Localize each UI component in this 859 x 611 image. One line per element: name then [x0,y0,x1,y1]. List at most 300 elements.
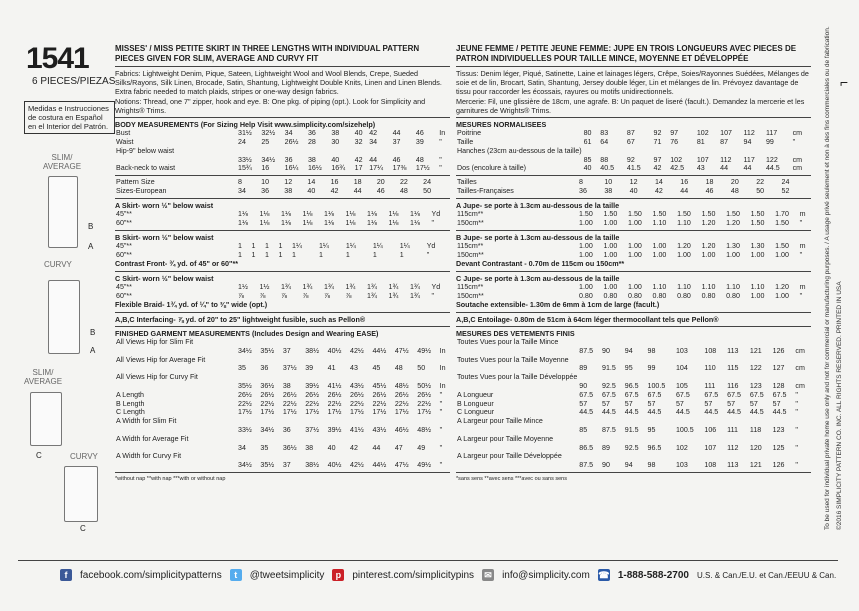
table-cell: 37 [282,461,291,470]
table-cell: 34 [284,129,293,138]
table-cell: 1 [238,241,242,250]
table-cell: 36 [284,155,293,164]
table-cell: 37 [282,346,291,355]
table-cell: 108 [704,461,717,470]
table-cell [726,338,749,347]
table-cell: 1¾ [302,282,313,291]
table-cell: 1.00 [603,250,618,259]
table-cell: 1.10 [701,282,716,291]
table-cell: Pattern Size [116,178,155,187]
table-cell: 94 [624,346,633,355]
table-cell: 40 [327,443,336,452]
table-cell: 38 [604,187,613,195]
table-cell: 44.5 [765,164,780,173]
table-cell [647,338,675,347]
table-cell: All Views Hip for Slim Fit [116,338,194,346]
table-cell: 1¾ [281,282,291,291]
table-cell [726,373,749,382]
table-cell: 48 [399,187,408,195]
table-cell: 76 [670,138,679,147]
table-cell: Tailles-Françaises [457,187,514,195]
table-cell: 87 [626,129,635,138]
table-cell [765,147,792,156]
table-cell [624,373,647,382]
phone-region-note: U.S. & Can./E.U. et Can./EEUU & Can. [697,570,837,580]
table-cell: 17 [354,164,363,173]
table-row [115,426,450,435]
table-cell [653,147,670,156]
table-cell: ⅞ [324,291,330,300]
table-row [456,444,811,453]
table-cell: " [795,390,798,399]
table-cell: 44.5 [772,408,787,417]
table-cell [438,147,450,156]
table-cell: " [795,461,798,470]
entoilage-text: A,B,C Entoilage- 0.80m de 51cm à 64cm léger thermocollant tels que Pellon® [456,314,719,324]
table-cell: 60"** [116,218,132,227]
table-row [115,147,450,156]
table-cell: 1⅛ [345,218,356,227]
table-row [456,283,811,292]
table-row [456,347,811,356]
table-row [115,461,450,470]
table-cell [371,417,393,426]
table-cell [726,417,749,426]
phone-number: 1-888-588-2700 [617,569,689,581]
table-row [456,338,811,347]
table-cell: 150cm** [457,218,484,227]
table-cell: 67.5 [704,390,719,399]
table-cell: " [439,138,442,147]
table-cell: 26½ [284,138,299,147]
table-cell: A Longueur [457,390,494,399]
table-row [115,338,450,347]
table-cell [794,356,811,365]
facebook-icon: f [60,569,72,581]
table-cell [439,338,450,347]
curvy-label: CURVY [44,260,72,269]
table-cell: 45"** [116,210,132,218]
table-cell: A Largeur pour Taille Moyenne [457,434,554,443]
table-cell: 37½ [305,425,320,434]
table-cell: 1.00 [652,250,667,259]
table-cell: 1⅛ [281,218,291,227]
skirt-a-yardage-table [115,210,450,228]
table-cell: 43 [696,164,705,173]
table-row [115,129,450,138]
table-cell: 8 [579,178,583,187]
table-cell: 22 [756,178,765,187]
table-cell: 1⅛ [324,210,334,218]
table-cell: 1.00 [579,250,593,259]
table-cell: cm [792,155,803,164]
table-cell [349,356,371,365]
table-cell: 0.80 [701,291,716,300]
table-cell: 33½ [238,425,252,434]
table-cell: 22½ [327,399,342,408]
table-cell: 42 [653,164,662,173]
interfacing-text: A,B,C Interfacing- ⅞ yd. of 20" to 25" lightweight fusible, such as Pellon® [115,314,366,324]
table-cell: 40.5 [600,164,615,173]
table-cell [327,452,349,461]
table-cell: 90 [579,381,588,390]
twitter-link[interactable]: @tweetsimplicity [249,569,325,581]
table-cell [792,147,811,156]
table-cell: In [439,381,446,390]
table-cell: 39½ [327,425,342,434]
table-cell [675,435,703,444]
table-cell [456,347,578,356]
table-cell [327,373,349,382]
table-cell: 35½ [260,346,275,355]
table-cell: 36 [579,187,587,195]
table-cell: 8 [238,178,242,187]
table-cell: 44½ [372,346,387,355]
table-cell [282,338,304,347]
body-measurements-title: BODY MEASUREMENTS (For Sizing Help Visit www.simplicity.com/sizehelp) [115,120,376,130]
table-cell: 44.5 [624,408,639,417]
skirt-sketch-slim-b [48,176,78,248]
table-cell: 40 [583,164,592,173]
table-cell: 52 [781,187,790,195]
table-cell [794,452,811,461]
table-cell: 44.5 [579,408,594,417]
table-cell: 1.50 [750,210,765,218]
table-cell: 57 [772,399,781,408]
table-cell: 1¾ [388,291,399,300]
table-row [115,364,450,373]
table-cell [726,356,749,365]
table-cell [307,147,330,156]
view-c-label-2: C [80,524,86,533]
table-cell: 50 [423,187,432,195]
table-cell [284,147,307,156]
table-cell: 1.00 [750,291,765,300]
table-cell: 1.50 [579,210,593,218]
email-link[interactable]: info@simplicity.com [502,569,590,581]
table-cell: 17½ [394,408,409,417]
table-cell: A Largeur pour Taille Développée [457,452,562,461]
table-cell: 1.00 [603,282,618,291]
table-cell: 46½ [394,425,409,434]
table-cell [394,417,416,426]
table-cell: 1½ [238,282,248,291]
table-row [115,356,450,365]
table-cell: 115 [727,364,739,373]
table-cell: 15¾ [238,164,252,173]
table-cell: 44 [720,164,729,173]
table-cell: 48½ [417,425,432,434]
table-cell: 49½ [417,346,432,355]
table-cell: 17½ [282,408,297,417]
facebook-link[interactable]: facebook.com/simplicitypatterns [80,569,222,581]
table-row [456,452,811,461]
table-cell: Tailles [457,178,477,187]
table-cell: 1 [318,250,323,259]
table-cell: 22½ [372,399,387,408]
table-cell [749,338,772,347]
table-row [115,210,450,219]
table-cell: 89 [602,443,610,452]
table-cell [624,452,647,461]
table-cell: " [431,218,435,227]
table-cell: 44 [369,155,378,164]
table-cell: 46 [376,187,385,195]
table-cell [394,356,416,365]
jupe-b-title: B Jupe- se porte à 1.3cm au-dessous de la taille [456,232,620,242]
table-row [456,356,811,365]
table-cell: 36 [261,187,270,195]
table-cell: 1.00 [775,291,789,300]
table-row [115,373,450,382]
table-cell [259,373,281,382]
table-cell [394,435,416,444]
table-cell [371,356,393,365]
table-cell: 10 [604,178,613,187]
table-cell: 67.5 [727,390,741,399]
table-row [456,400,811,409]
table-cell: Toutes Vues pour la Taille Moyenne [457,355,569,364]
table-cell: 57 [624,399,633,408]
body-measurements-table [115,129,450,173]
table-cell [115,444,237,453]
table-cell [456,364,578,373]
table-cell [259,356,281,365]
table-cell [416,417,438,426]
table-row [115,251,450,260]
pinterest-link[interactable]: pinterest.com/simplicitypins [352,569,475,581]
table-row [115,178,450,187]
table-cell: 35 [260,443,269,452]
table-cell: 26½ [417,390,432,399]
table-cell [115,364,237,373]
table-cell: 1¼ [372,241,383,250]
table-cell: C Length [116,408,145,417]
english-footnote: *without nap **with nap ***with or without nap [115,475,226,482]
table-cell: 1⅛ [302,218,313,227]
table-cell: 36½ [282,443,297,452]
table-cell [237,417,259,426]
table-cell: 112 [727,443,739,452]
spanish-instructions-box: Medidas e Instrucciones de costura en Español en el Interior del Patrón. [24,101,115,134]
table-cell: " [426,250,430,259]
table-cell: 12 [284,178,293,187]
table-cell: 1⅛ [238,218,248,227]
mesures-title: MESURES NORMALISEES [456,120,547,130]
table-cell: 44 [353,187,362,195]
table-cell [647,435,675,444]
table-row [115,164,450,173]
table-cell: 42½ [350,346,364,355]
table-cell: 14 [307,178,316,187]
table-cell: 34½ [238,346,252,355]
table-cell: 1¼ [292,241,302,250]
table-cell: 1⅛ [324,218,334,227]
table-cell: 1.50 [775,241,789,250]
table-cell: 1.30 [726,241,740,250]
table-cell: 0.80 [603,291,618,300]
table-cell: Back-neck to waist [116,164,176,173]
table-cell: 127 [772,364,785,373]
table-row [456,156,811,165]
table-row [115,444,450,453]
skirt-b-title: B Skirt- worn ½" below waist [115,232,214,242]
table-cell: 150cm** [457,250,484,259]
table-cell: 22½ [282,399,297,408]
table-cell: 44.5 [704,408,719,417]
table-cell [371,338,393,347]
table-row [115,187,450,196]
table-cell: " [792,138,796,147]
table-cell [282,373,304,382]
table-cell: 40 [331,155,340,164]
table-cell: 1 [345,250,350,259]
table-cell: 48 [730,187,739,195]
table-cell: All Views Hip for Average Fit [116,355,206,364]
skirt-c-yardage-table [115,283,450,301]
mesures-table [456,129,811,173]
table-cell: 67.5 [675,390,690,399]
notions-text: Notions: Thread, one 7" zipper, hook and eye. B: One pkg. of piping (opt.). Look for Simplicity and Wrights® Trims. [115,96,426,115]
table-cell [416,338,438,347]
table-cell: 17⅜ [392,164,407,173]
table-cell: 1 [265,250,269,259]
table-cell: 10 [261,178,270,187]
table-cell [327,417,349,426]
table-cell [115,461,237,470]
jupe-c-table [456,283,811,301]
table-cell: 24 [423,178,432,187]
table-cell: 60"** [116,250,132,259]
table-cell: B Longueur [457,399,494,408]
table-cell: " [799,218,803,227]
table-cell: 67.5 [624,390,639,399]
table-cell [772,373,795,382]
table-cell: 1¼ [345,241,356,250]
table-cell: 92.5 [602,381,616,390]
table-cell: 107 [720,129,733,138]
table-cell: 1¾ [388,282,399,291]
table-cell: 16 [680,178,689,187]
table-cell: 44 [680,187,689,195]
table-cell: 118 [749,425,762,434]
table-cell: 18 [353,178,362,187]
table-cell: 67.5 [579,390,594,399]
table-row [456,242,811,251]
table-cell [439,417,450,426]
table-cell: 57 [579,399,588,408]
table-cell: 94 [743,138,752,147]
curvy-label-2: CURVY [70,452,98,461]
table-cell: 91.5 [602,364,616,373]
table-cell: 103 [675,346,688,355]
table-cell [394,373,416,382]
table-cell: " [795,399,798,408]
table-cell: 1.00 [603,241,618,250]
table-cell [439,435,450,444]
table-cell [624,435,647,444]
table-cell: 44½ [372,461,387,470]
table-cell: 41 [327,364,336,373]
table-cell [749,435,772,444]
table-cell: 103 [675,461,688,470]
table-cell: " [439,408,443,417]
table-cell: 38½ [305,346,320,355]
pinterest-icon: p [332,569,344,581]
table-cell: 0.80 [652,291,667,300]
table-cell: ⅞ [281,291,287,300]
table-cell [772,452,795,461]
table-cell: " [799,250,803,259]
table-cell: " [439,164,442,173]
table-cell: 1.00 [579,218,593,227]
table-cell: 1¼ [318,241,329,250]
table-cell: 40 [307,187,316,195]
table-row [456,138,811,147]
table-cell: 1 [251,241,256,250]
jupe-a-title: A Jupe- se porte à 1.3cm au-dessous de la taille [456,200,620,210]
table-row [115,452,450,461]
table-cell: 42 [354,155,363,164]
table-cell: 94 [624,461,633,470]
table-cell [749,373,772,382]
jupe-a-table [456,210,811,228]
table-cell [368,147,391,156]
table-cell: 28 [307,138,316,147]
table-cell: 43½ [372,425,387,434]
table-cell [675,338,703,347]
table-cell: " [439,443,443,452]
table-cell: " [439,461,443,470]
table-cell: 1.10 [677,282,691,291]
table-cell [282,452,304,461]
table-cell: 1⅛ [388,210,399,218]
table-cell: 36½ [260,381,275,390]
table-cell: Bust [116,129,131,138]
table-cell: Toutes Vues pour la Taille Mince [457,338,559,346]
table-cell: 34 [238,443,246,452]
table-cell: 1 [292,250,296,259]
jupe-c-title: C Jupe- se porte à 1.3cm au-dessous de la taille [456,273,620,283]
table-cell [794,338,811,347]
soutache-text: Soutache extensible- 1.30m de 6mm à 1cm de large (facult.) [456,300,660,310]
table-cell: 112 [743,129,755,138]
table-cell: 111 [727,425,738,434]
table-cell: 123 [772,425,785,434]
table-cell: " [795,425,798,434]
table-row [456,391,811,400]
table-cell: 26½ [282,390,297,399]
table-cell [578,356,601,365]
table-cell: 50 [756,187,765,195]
table-cell: " [431,291,435,300]
table-cell [647,356,675,365]
table-cell: 67.5 [602,390,616,399]
table-row [456,382,811,391]
table-cell: 26½ [305,390,320,399]
table-cell: 47½ [394,346,409,355]
table-cell [415,147,438,156]
table-cell: 1⅛ [367,218,377,227]
table-cell: 102 [675,443,688,452]
table-cell [304,435,326,444]
table-cell: 67.5 [647,390,662,399]
view-b-label: B [88,222,94,231]
skirt-b-yardage-table [115,242,450,260]
table-cell: 45½ [372,381,387,390]
table-cell: " [439,425,443,434]
table-cell: 0.80 [628,291,642,300]
